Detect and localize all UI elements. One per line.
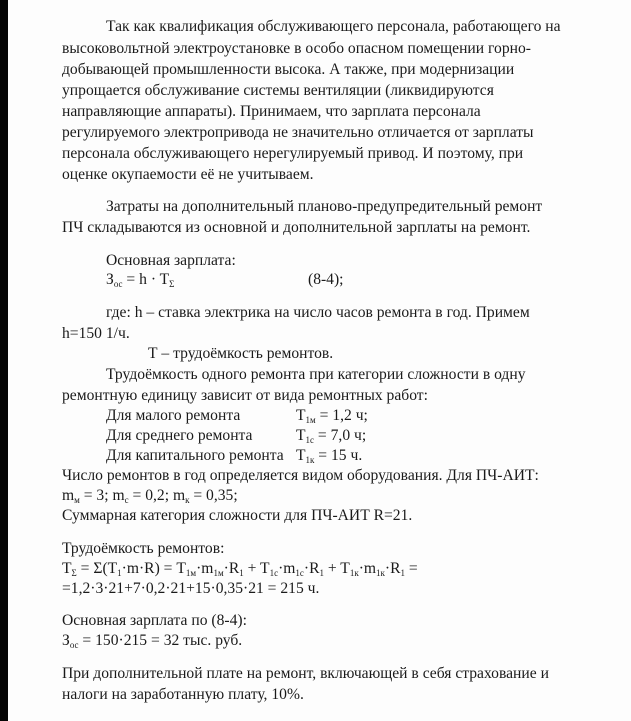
formula-total-labor [62,560,418,578]
repair-type-label: Для малого ремонта [106,407,241,424]
formula-value: = 0,35; [189,487,238,504]
formula-term: + T [324,560,350,577]
formula-symbol: T [296,407,306,424]
formula-subscript: ос [69,640,79,650]
text-line: h=150 1/ч. [62,325,130,342]
formula-subscript: 1м [213,568,224,578]
formula-subscript: 1 [117,568,122,578]
repair-type-label: Для капитального ремонта [106,447,284,464]
text-line: Трудоёмкость одного ремонта при категории сложности в одну [106,366,526,383]
formula-term: ·R [223,560,240,577]
m-values-line [62,487,238,505]
text-line: Так как квалификация обслуживающего персонала, работающего на [106,18,561,35]
formula-subscript: 1 [319,568,324,578]
formula-term: ·R [303,560,320,577]
text-line: высоковольтной электроустановке в особо опасном помещении горно- [62,40,531,57]
formula-number: (8-4); [308,271,344,288]
formula-symbol: З [106,271,114,288]
formula-term: T [62,560,72,577]
formula-term: ·R [384,560,401,577]
formula-subscript: 1с [269,568,279,578]
formula-value: = 3; [79,487,113,504]
formula-term: ·m [358,560,377,577]
scan-edge [0,0,8,721]
text-line: При дополнительной плате на ремонт, включающей в себя страхование и [62,665,549,682]
repair-type-value [296,427,366,445]
formula-subscript: Σ [71,568,77,578]
salary-formula [62,632,242,650]
formula-term: = Σ(T [76,560,118,577]
formula-value: = 0,2; [128,487,173,504]
formula-term: ·m·R) = T [121,560,186,577]
formula-symbol: m [62,487,75,504]
formula-symbol: T [296,427,306,444]
formula-term: + T [243,560,270,577]
repair-type-label: Для среднего ремонта [106,427,253,444]
text-line: направляющие аппараты). Принимаем, что зарплата персонала [62,103,481,120]
formula-8-4 [106,271,174,289]
text-line: Число ремонтов в год определяется видом оборудования. Для ПЧ-АИТ: [62,467,539,484]
formula-subscript: 1м [305,415,316,425]
formula-subscript: 1к [305,455,315,465]
repair-type-value [296,447,362,465]
formula-subscript: 1с [295,568,304,578]
formula-subscript: 1м [185,568,197,578]
formula-symbol: m [112,487,125,504]
text-line: персонала обслуживающего нерегулируемый привод. И поэтому, при [62,145,524,162]
text-line: Т – трудоёмкость ремонтов. [148,345,334,362]
formula-value: = 150·215 = 32 тыс. руб. [78,632,243,649]
section-heading: Основная зарплата: [106,252,236,269]
text-line: оценке окупаемости её не учитываем. [62,166,314,183]
text-line: регулируемого электропривода не значительно отличается от зарплаты [62,124,534,141]
formula-value: = 7,0 ч; [314,427,367,444]
text-line: упрощается обслуживание системы вентиляции (ликвидируются [62,82,494,99]
formula-subscript: 1к [376,568,385,578]
formula-subscript: 1к [349,568,359,578]
formula-term: ·m [278,560,296,577]
formula-subscript: с [124,495,129,505]
text-line: Суммарная категория сложности для ПЧ-АИТ R=21. [62,507,413,524]
text-line: ремонтную единицу зависит от вида ремонтных работ: [62,387,428,404]
formula-subscript: Σ [169,279,175,289]
formula-subscript: к [185,495,190,505]
formula-expression: = h · T [122,271,170,288]
formula-symbol: T [296,447,306,464]
text-line: налоги на заработанную плату, 10%. [62,686,304,703]
section-heading: Основная зарплата по (8-4): [62,612,247,629]
formula-value: = 15 ч. [314,447,363,464]
formula-symbol: З [62,632,70,649]
formula-term: = [405,560,418,577]
formula-value: = 1,2 ч; [315,407,368,424]
text-line: ПЧ складываются из основной и дополнительной зарплаты на ремонт. [62,219,531,236]
section-heading: Трудоёмкость ремонтов: [62,540,225,557]
repair-type-value [296,407,368,425]
formula-subscript: 1 [400,568,406,578]
formula-subscript: 1 [239,568,244,578]
text-line: Затраты на дополнительный планово-предупредительный ремонт [106,198,543,215]
formula-subscript: м [74,495,80,505]
formula-term: ·m [196,560,214,577]
formula-total-labor-result: =1,2·3·21+7·0,2·21+15·0,35·21 = 215 ч. [62,580,320,597]
text-line: где: h – ставка электрика на число часов ремонта в год. Примем [106,304,530,321]
formula-subscript: 1с [305,435,315,445]
formula-symbol: m [172,487,186,504]
formula-subscript: ос [113,279,123,289]
text-line: добывающей промышленности высока. А также, при модернизации [62,61,515,78]
